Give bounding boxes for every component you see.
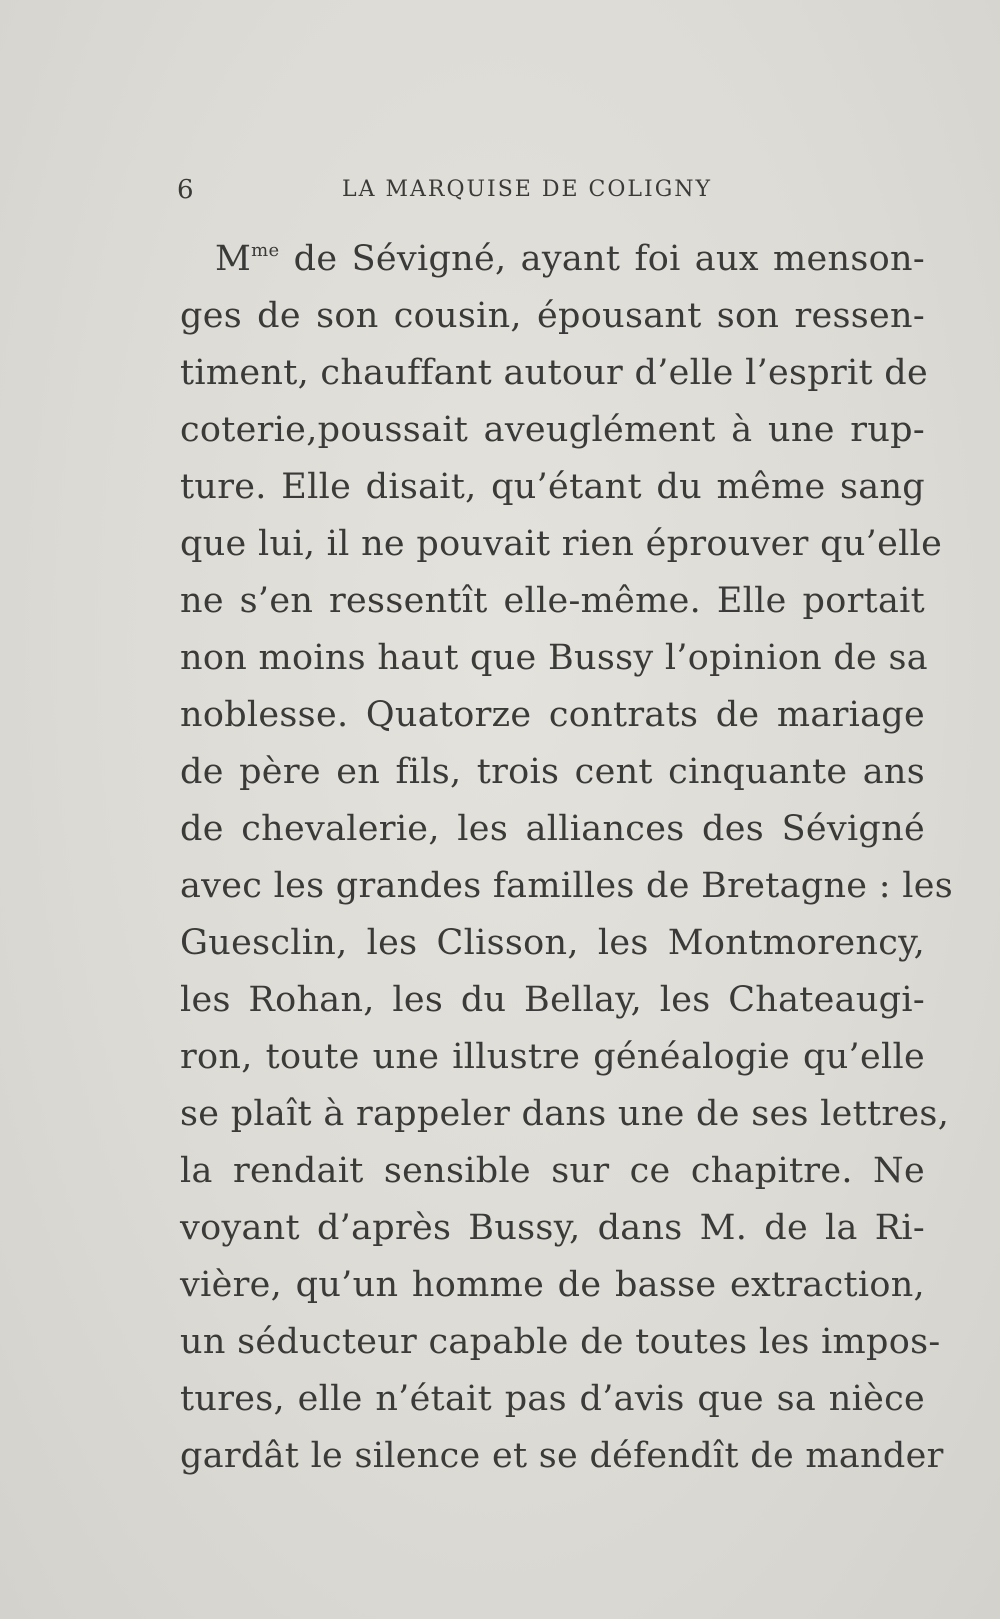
text-line: Guesclin, les Clisson, les Montmorency, [180, 923, 925, 963]
text-line: vière, qu’un homme de basse extraction, [180, 1265, 925, 1305]
text-line: se plaît à rappeler dans une de ses lettres, [180, 1094, 950, 1134]
text-line: gardât le silence et se défendît de mander [180, 1436, 944, 1476]
text-line: noblesse. Quatorze contrats de mariage [180, 695, 925, 735]
text-line: ne s’en ressentît elle-même. Elle portait [180, 581, 925, 621]
honorific-prefix: M [215, 239, 252, 279]
text-line: ges de son cousin, épousant son ressen- [180, 296, 925, 336]
text-line: timent, chauffant autour d’elle l’esprit de [180, 353, 929, 393]
text-line: un séducteur capable de toutes les impos- [180, 1322, 941, 1362]
text-line: la rendait sensible sur ce chapitre. Ne [180, 1151, 925, 1191]
text-line: tures, elle n’était pas d’avis que sa nièce [180, 1379, 925, 1419]
page-number: 6 [177, 175, 194, 205]
text-line: de père en fils, trois cent cinquante ans [180, 752, 925, 792]
text-line: ron, toute une illustre généalogie qu’elle [180, 1037, 925, 1077]
running-title: LA MARQUISE DE COLIGNY [342, 177, 713, 202]
text-line: ture. Elle disait, qu’étant du même sang [180, 467, 925, 507]
first-line-text: de Sévigné, ayant foi aux menson- [279, 239, 925, 279]
text-line: non moins haut que Bussy l’opinion de sa [180, 638, 928, 678]
text-line-1 [180, 231, 925, 288]
text-line: coterie,poussait aveuglément à une rup- [180, 410, 925, 450]
text-line: les Rohan, les du Bellay, les Chateaugi- [180, 980, 925, 1020]
text-line: que lui, il ne pouvait rien éprouver qu’elle [180, 524, 943, 564]
running-head [177, 172, 762, 208]
text-line: voyant d’après Bussy, dans M. de la Ri- [180, 1208, 925, 1248]
text-line: de chevalerie, les alliances des Sévigné [180, 809, 925, 849]
honorific-superscript: me [251, 240, 280, 261]
text-line: avec les grandes familles de Bretagne : les [180, 866, 954, 906]
body-text [180, 231, 954, 1485]
